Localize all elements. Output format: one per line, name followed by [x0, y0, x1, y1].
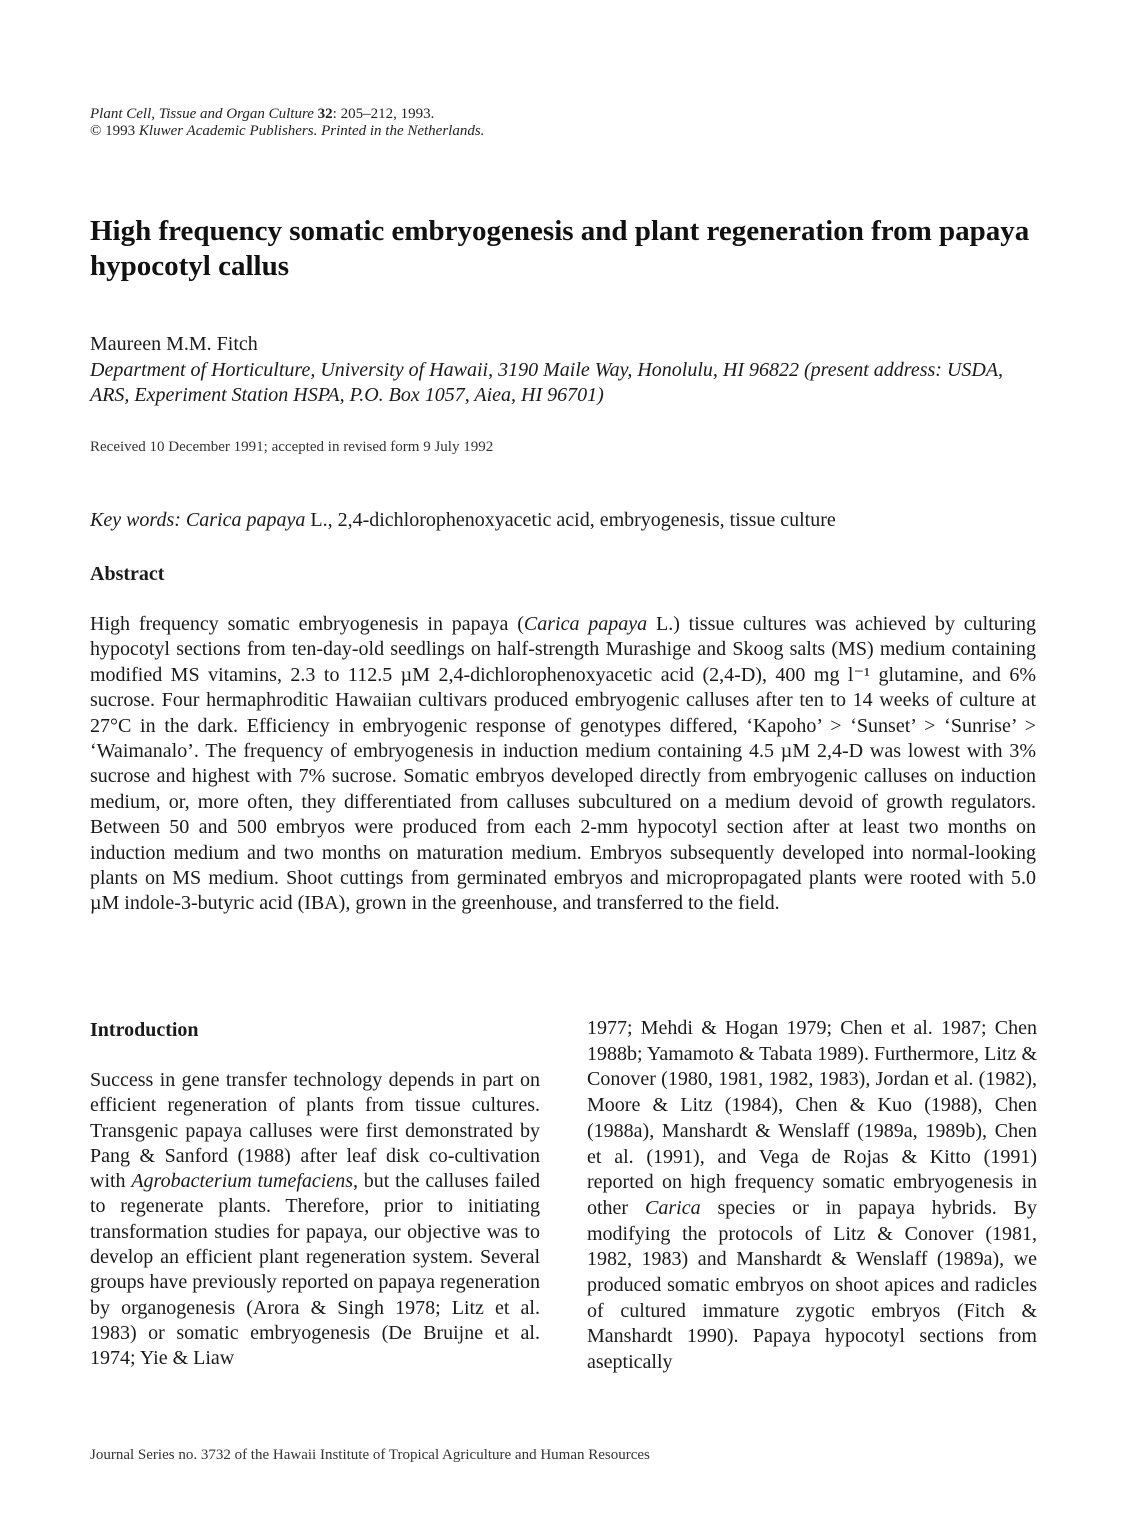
keywords-list: L., 2,4-dichlorophenoxyacetic acid, embryogenesis, tissue culture [305, 509, 836, 531]
copyright-symbol: © [90, 123, 102, 139]
received-dates: Received 10 December 1991; accepted in revised form 9 July 1992 [90, 439, 494, 455]
keywords-species: Carica papaya [185, 509, 306, 531]
keywords [90, 508, 1040, 532]
keywords-label: Key words: [90, 509, 181, 531]
intro-right-text-1: 1977; Mehdi & Hogan 1979; Chen et al. 1987; Chen 1988b; Yamamoto & Tabata 1989). Furthermore, Litz & Conover (1980, 1981, 1982, 1983), Jordan et al. (1982), Moore & Litz (1984), Chen & Kuo (1988), Chen (1988a), Manshardt & Wenslaff (1989a, 1989b), Chen et al. (1991), and Vega de Rojas & Kitto (1991) reported on high frequency somatic embryogenesis in other [587, 1017, 1037, 1219]
introduction-heading: Introduction [90, 1019, 199, 1041]
introduction-left-column [90, 1068, 540, 1372]
copyright-year: 1993 [105, 123, 136, 139]
intro-right-genus: Carica [645, 1196, 701, 1219]
journal-line [90, 106, 484, 123]
journal-citation [90, 106, 484, 140]
publisher: Kluwer Academic Publishers. Printed in the Netherlands. [138, 123, 485, 139]
intro-right-text-2: species or in papaya hybrids. By modifying the protocols of Litz & Conover (1981, 1982, 1983) and Manshardt & Wenslaff (1989a), we produced somatic embryos on shoot apices and radicles of cultured immature zygotic embryos (Fitch & Manshardt 1990). Papaya hypocotyl sections from aseptically [587, 1196, 1037, 1374]
journal-name: Plant Cell, Tissue and Organ Culture [90, 106, 314, 122]
intro-left-species: Agrobacterium tumefaciens [131, 1170, 354, 1193]
intro-left-text-1: Success in gene transfer technology depends in part on efficient regeneration of plants from tissue cultures. Transgenic papaya calluses were first demonstrated by Pang & Sanford (1988) after leaf disk co-cultivation with [90, 1069, 540, 1193]
abstract-body [90, 612, 1036, 917]
author-name: Maureen M.M. Fitch [90, 333, 258, 355]
footnote: Journal Series no. 3732 of the Hawaii Institute of Tropical Agriculture and Human Resources [90, 1447, 650, 1463]
journal-pages-year: : 205–212, 1993. [332, 106, 435, 122]
abstract-text-2: L.) tissue cultures was achieved by culturing hypocotyl sections from ten-day-old seedlings on half-strength Murashige and Skoog salts (MS) medium containing modified MS vitamins, 2.3 to 112.5 µM 2,4-dichlorophenoxyacetic acid (2,4-D), 400 mg l⁻¹ glutamine, and 6% sucrose. Four hermaphroditic Hawaiian cultivars produced embryogenic calluses after ten to 14 weeks of culture at 27°C in the dark. Efficiency in embryogenic response of genotypes differed, ‘Kapoho’ > ‘Sunset’ > ‘Sunrise’ > ‘Waimanalo’. The frequency of embryogenesis in induction medium containing 4.5 µM 2,4-D was lowest with 3% sucrose and highest with 7% sucrose. Somatic embryos developed directly from embryogenic calluses on induction medium, or, more often, they differentiated from calluses subcultured on a medium devoid of growth regulators. Between 50 and 500 embryos were produced from each 2-mm hypocotyl section after at least two months on induction medium and two months on maturation medium. Embryos subsequently developed into normal-looking plants on MS medium. Shoot cuttings from germinated embryos and micropropagated plants were rooted with 5.0 µM indole-3-butyric acid (IBA), grown in the greenhouse, and transferred to the field. [90, 613, 1037, 915]
journal-volume: 32 [317, 106, 333, 122]
introduction-right-column [587, 1016, 1037, 1376]
abstract-species: Carica papaya [523, 613, 648, 635]
paper-title: High frequency somatic embryogenesis and plant regeneration from papaya hypocotyl callus [90, 215, 1030, 282]
intro-left-text-2: , but the calluses failed to regenerate plants. Therefore, prior to initiating transformation studies for papaya, our objective was to develop an efficient plant regeneration system. Several groups have previously reported on papaya regeneration by organogenesis (Arora & Singh 1978; Litz et al. 1983) or somatic embryogenesis (De Bruijne et al. 1974; Yie & Liaw [90, 1170, 540, 1370]
abstract-heading: Abstract [90, 563, 165, 585]
abstract-text-1: High frequency somatic embryogenesis in papaya ( [90, 613, 524, 635]
copyright-line [90, 123, 484, 140]
author-affiliation: Department of Horticulture, University of Hawaii, 3190 Maile Way, Honolulu, HI 96822 (present address: USDA, ARS, Experiment Station HSPA, P.O. Box 1057, Aiea, HI 96701) [90, 359, 1004, 406]
